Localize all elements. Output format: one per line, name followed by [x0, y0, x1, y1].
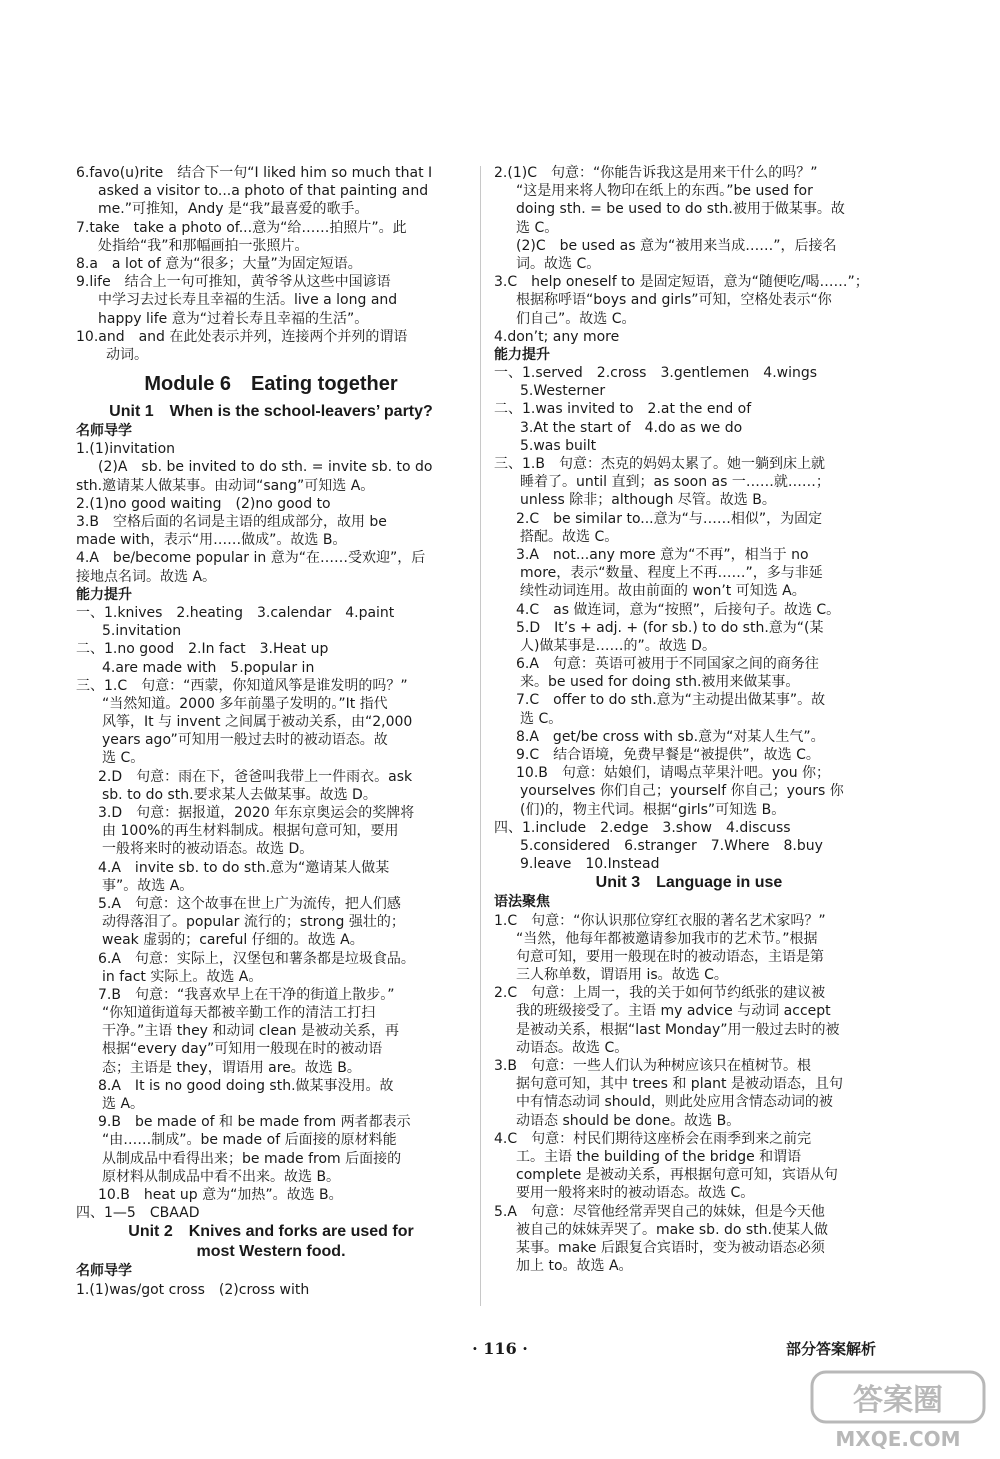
answer-line: 动语态 should be done。故选 B。: [516, 1112, 741, 1129]
answer-line: 某事。make 后跟复合宾语时，变为被动语态必须: [516, 1239, 825, 1256]
answer-line: 风筝，It 与 invent 之间属于被动关系，由“2,000: [102, 714, 413, 731]
answer-line: 5.D It’s + adj. + (for sb.) to do sth.意为“(某: [516, 619, 824, 636]
answer-line: 5.was built: [520, 437, 597, 454]
answer-line: 工。主语 the building of the bridge 和谓语: [516, 1148, 802, 1165]
answer-line: 四、1.include 2.edge 3.show 4.discuss: [494, 819, 791, 836]
answer-line: 4.A be/become popular in 意为“在……受欢迎”，后: [76, 550, 426, 567]
answer-line: 2.(1)no good waiting (2)no good to: [76, 495, 331, 512]
answer-line: 三、1.C 句意：“西蒙，你知道风筝是谁发明的吗？”: [76, 677, 408, 694]
answer-line: 一般将来时的被动语态。故选 D。: [102, 841, 314, 858]
answer-line: 5.invitation: [102, 623, 182, 640]
answer-line: 3.B 句意：一些人们认为种树应该只在植树节。根: [494, 1058, 811, 1074]
answer-line: 动得落泪了。popular 流行的；strong 强壮的；: [102, 914, 405, 931]
answer-line: 四、1—5 CBAAD: [76, 1205, 200, 1222]
answer-line: 5.considered 6.stranger 7.Where 8.buy: [520, 837, 823, 854]
answer-line: 动词。: [106, 346, 148, 363]
answer-line: 1.(1)invitation: [76, 441, 176, 458]
answer-line: 态；主语是 they，谓语用 are。故选 B。: [102, 1059, 361, 1076]
answer-line: “你知道街道每天都被辛勤工作的清洁工打扫: [102, 1005, 376, 1022]
answer-line: more，表示“数量、程度上不再……”，多与非延: [520, 565, 823, 582]
answer-line: 根据称呼语“boys and girls”可知，空格处表示“你: [516, 292, 832, 309]
answer-line: 7.B 句意：“我喜欢早上在干净的街道上散步。”: [98, 986, 395, 1003]
page-number: · 116 ·: [472, 1339, 528, 1358]
answer-line: sth.邀请某人做某事。由动词“sang”可知选 A。: [76, 477, 375, 494]
answer-line: 中学习去过长寿且幸福的生活。live a long and: [98, 292, 398, 309]
answer-line: 9.B be made of 和 be made from 两者都表示: [98, 1114, 411, 1131]
answer-line: 2.C 句意：上周一，我的关于如何节约纸张的建议被: [494, 985, 826, 1002]
left-column: [76, 164, 466, 1299]
answer-line: yourselves 你们自己；yourself 你自己；yours 你: [520, 783, 844, 800]
answer-line: 6.A 句意：实际上，汉堡包和薯条都是垃圾食品。: [98, 950, 415, 967]
answer-line: happy life 意为“过着长寿且幸福的生活”。: [98, 310, 369, 327]
answer-line: 加上 to。故选 A。: [516, 1258, 633, 1275]
answer-line: 3.D 句意：据报道，2020 年东京奥运会的奖牌将: [98, 805, 415, 821]
unit-title: Unit 1 When is the school-leavers’ party?: [109, 403, 433, 421]
answer-block-unit1-practice: [76, 604, 466, 1222]
answer-line: 被自己的妹妹弄哭了。make sb. do sth.使某人做: [516, 1221, 828, 1238]
answer-line: 3.A not...any more 意为“不再”，相当于 no: [516, 546, 809, 563]
answer-line: 词。故选 C。: [516, 255, 601, 272]
answer-line: 3.At the start of 4.do as we do: [520, 419, 743, 436]
answer-line: 选 C。: [102, 750, 145, 767]
answer-line: 1.(1)was/got cross (2)cross with: [76, 1281, 310, 1298]
answer-line: 2.C be similar to...意为“与……相似”，为固定: [516, 510, 823, 527]
answer-line: 5.A 句意：尽管他经常弄哭自己的妹妹，但是今天他: [494, 1203, 825, 1220]
answer-line: 是被动关系，根据“last Monday”用一般过去时的被: [516, 1021, 840, 1038]
answer-line: sb. to do sth.要求某人去做某事。故选 D。: [102, 786, 377, 803]
answer-line: “由……制成”。be made of 后面接的原材料能: [102, 1132, 397, 1149]
answer-line: 搭配。故选 C。: [520, 528, 619, 545]
answer-line: 选 C。: [516, 219, 559, 236]
answer-line: made with，表示“用……做成”。故选 B。: [76, 532, 347, 549]
section-title: 名师导学: [76, 1263, 132, 1280]
section-title: 名师导学: [76, 423, 132, 440]
answer-line: 7.take take a photo of...意为“给……拍照片”。此: [76, 219, 407, 236]
answer-line: 原材料从制成品中看不出来。故选 B。: [102, 1168, 341, 1185]
answer-line: asked a visitor to...a photo of that painting and: [98, 183, 429, 200]
unit-title-continued: most Western food.: [196, 1243, 346, 1261]
answer-line: 10.and and 在此处表示并列，连接两个并列的谓语: [76, 328, 408, 345]
answer-line: 接地点名词。故选 A。: [76, 568, 217, 585]
answer-line: 5.A 句意：这个故事在世上广为流传，把人们感: [98, 895, 401, 912]
answer-block-unit2-guide-cont: [494, 164, 884, 346]
section-title: 语法聚焦: [494, 894, 550, 911]
answer-block-unit2-words: [494, 819, 884, 874]
answer-line: 动语态。故选 C。: [516, 1039, 629, 1056]
answer-block-module5-end: [76, 164, 466, 364]
answer-line: 一、1.knives 2.heating 3.calendar 4.paint: [76, 604, 395, 621]
unit-title: Unit 2 Knives and forks are used for: [128, 1223, 414, 1241]
answer-line: 据句意可知，其中 trees 和 plant 是被动语态，且句: [516, 1076, 843, 1093]
answer-line: years ago”可知用一般过去时的被动语态。故: [102, 732, 388, 749]
column-divider: [480, 166, 481, 1306]
answer-line: me.”可推知，Andy 是“我”最喜爱的歌手。: [98, 201, 369, 218]
answer-line: 6.A 句意：英语可被用于不同国家之间的商务往: [516, 656, 819, 673]
answer-line: 续性动词连用。故由前面的 won’t 可知选 A。: [520, 583, 806, 600]
unit-title: Unit 3 Language in use: [595, 874, 783, 892]
answer-line: 9.C 结合语境，免费早餐是“被提供”，故选 C。: [516, 747, 820, 763]
answer-line: 2.(1)C 句意：“你能告诉我这是用来干什么的吗？”: [494, 165, 818, 181]
answer-line: in fact 实际上。故选 A。: [102, 968, 263, 985]
answer-line: 们自己”。故选 C。: [516, 310, 636, 327]
section-title: 能力提升: [76, 586, 132, 603]
answer-line: 事”。故选 A。: [102, 877, 194, 894]
answer-line: 7.C offer to do sth.意为“主动提出做某事”。故: [516, 692, 826, 709]
answer-line: 9.leave 10.Instead: [520, 856, 660, 873]
answer-line: “当然，他每年都被邀请参加我市的艺术节。”根据: [516, 930, 818, 947]
answer-line: 1.C 句意：“你认识那位穿红衣服的著名艺术家吗？”: [494, 912, 826, 929]
right-column: [494, 164, 884, 1275]
answer-line: 4.A invite sb. to do sth.意为“邀请某人做某: [98, 859, 390, 876]
answer-block-unit1-guide: [76, 440, 466, 586]
answer-line: 8.A get/be cross with sb.意为“对某人生气”。: [516, 728, 825, 745]
answer-line: 处指给“我”和那幅画拍一张照片。: [98, 237, 309, 254]
answer-line: 句意可知，要用一般现在时的被动语态，主语是第: [516, 948, 824, 965]
answer-line: 要用一般将来时的被动语态。故选 C。: [516, 1185, 755, 1202]
answer-line: 8.A It is no good doing sth.做某事没用。故: [98, 1077, 394, 1094]
answer-line: complete 是被动关系，再根据句意可知，宾语从句: [516, 1167, 838, 1184]
answer-line: 10.B 句意：姑娘们，请喝点苹果汁吧。you 你；: [516, 765, 831, 782]
answer-block-unit2-guide: [76, 1281, 466, 1299]
footer-label: 部分答案解析: [786, 1340, 877, 1358]
answer-line: 三人称单数，谓语用 is。故选 C。: [516, 967, 728, 984]
answer-block-unit3-grammar: [494, 912, 884, 1276]
module-title: Module 6 Eating together: [144, 373, 398, 396]
answer-line: 4.C as 做连词，意为“按照”，后接句子。故选 C。: [516, 601, 841, 618]
answer-line: 我的班级接受了。主语 my advice 与动词 accept: [516, 1003, 831, 1020]
answer-line: 选 A。: [102, 1096, 145, 1112]
answer-line: 三、1.B 句意：杰克的妈妈太累了。她一躺到床上就: [494, 456, 825, 472]
answer-line: 4.C 句意：村民们期待这座桥会在雨季到来之前完: [494, 1130, 812, 1147]
answer-line: 来。be used for doing sth.被用来做某事。: [520, 674, 800, 691]
watermark-url: MXQE.COM: [835, 1427, 961, 1451]
answer-line: 睡着了。until 直到；as soon as 一……就……；: [520, 474, 830, 491]
answer-line: 从制成品中看得出来；be made from 后面接的: [102, 1150, 402, 1167]
answer-line: weak 虚弱的；careful 仔细的。故选 A。: [102, 932, 364, 949]
answer-line: 8.a a lot of 意为“很多；大量”为固定短语。: [76, 255, 362, 272]
answer-line: 二、1.was invited to 2.at the end of: [494, 401, 752, 418]
answer-line: 二、1.no good 2.In fact 3.Heat up: [76, 641, 329, 658]
answer-line: 4.don’t; any more: [494, 328, 620, 345]
answer-line: “当然知道。2000 多年前墨子发明的。”It 指代: [102, 695, 388, 712]
answer-line: 一、1.served 2.cross 3.gentlemen 4.wings: [494, 365, 818, 382]
answer-line: 6.favo(u)rite 结合下一句“I liked him so much that I: [76, 165, 433, 181]
answer-line: 2.D 句意：雨在下，爸爸叫我带上一件雨衣。ask: [98, 768, 413, 785]
answer-line: 3.C help oneself to 是固定短语，意为“随便吃/喝……”；: [494, 274, 869, 291]
answer-line: 中有情态动词 should，则此处应用含情态动词的被: [516, 1094, 833, 1111]
section-title: 能力提升: [494, 346, 550, 363]
answer-line: 根据“every day”可知用一般现在时的被动语: [102, 1041, 383, 1058]
answer-line: “这是用来将人物印在纸上的东西。”be used for: [516, 183, 813, 200]
answer-line: 10.B heat up 意为“加热”。故选 B。: [98, 1186, 343, 1203]
answer-line: 选 C。: [520, 710, 563, 727]
answer-line: 9.life 结合上一句可推知，黄爷爷从这些中国谚语: [76, 274, 391, 291]
answer-line: (们)的，物主代词。根据“girls”可知选 B。: [520, 801, 786, 818]
answer-line: 3.B 空格后面的名词是主语的组成部分，故用 be: [76, 514, 387, 530]
answer-line: (2)C be used as 意为“被用来当成……”，后接名: [516, 237, 837, 254]
answer-line: 人)做某事是……的”。故选 D。: [520, 637, 716, 654]
answer-line: 4.are made with 5.popular in: [102, 659, 315, 676]
watermark-text: 答案圈: [853, 1383, 943, 1418]
answer-line: 5.Westerner: [520, 383, 606, 400]
answer-line: 由 100%的再生材料制成。根据句意可知，要用: [102, 823, 399, 840]
answer-block-unit2-practice: [494, 364, 884, 819]
watermark-logo: [808, 1368, 988, 1452]
answer-line: unless 除非；although 尽管。故选 B。: [520, 492, 776, 509]
answer-line: 干净。”主语 they 和动词 clean 是被动关系，再: [102, 1023, 399, 1040]
answer-line: (2)A sb. be invited to do sth. = invite sb. to do: [98, 459, 433, 476]
answer-line: doing sth. = be used to do sth.被用于做某事。故: [516, 201, 845, 218]
